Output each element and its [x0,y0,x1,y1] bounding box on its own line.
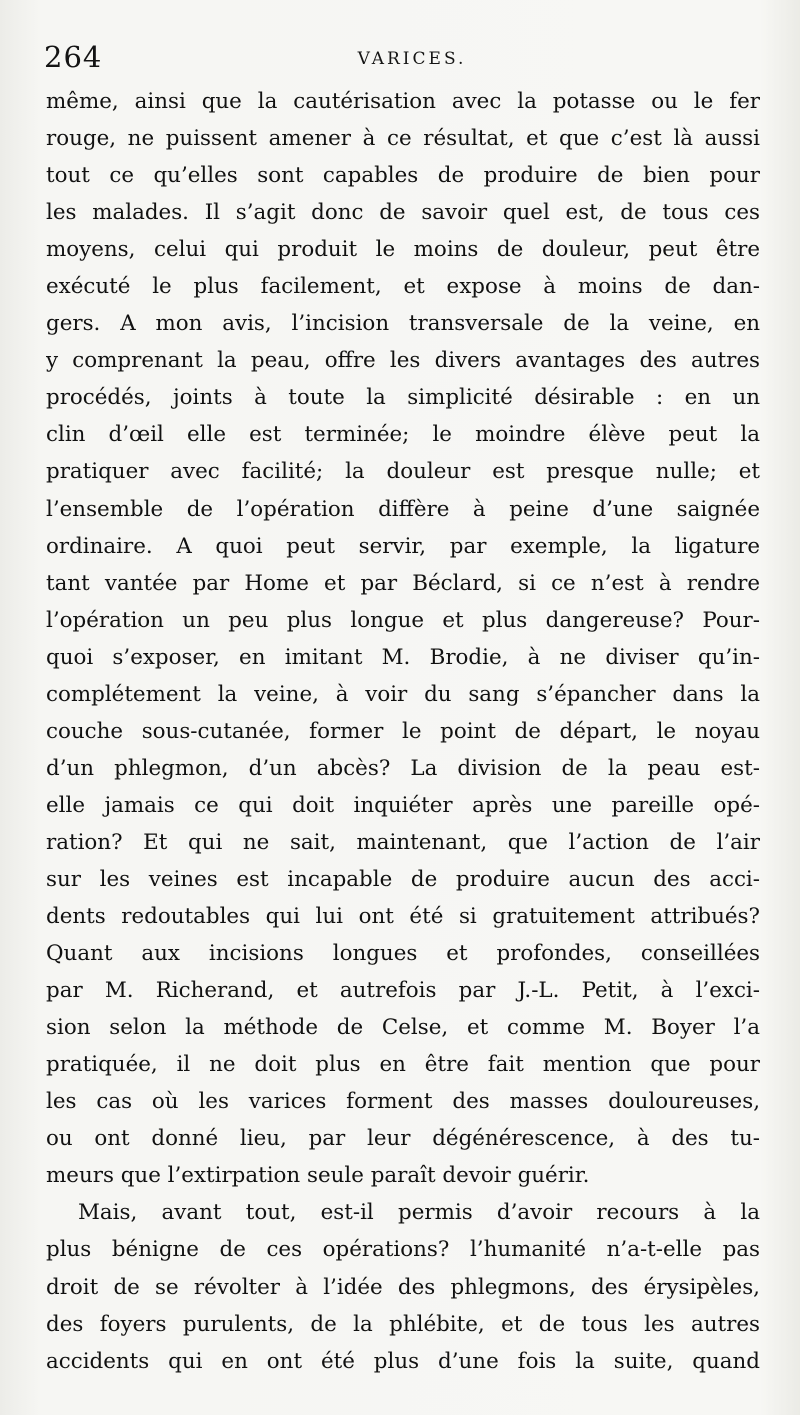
text-line: pratiquer avec facilité; la douleur est presque nulle; et [46,459,760,485]
text-line: sion selon la méthode de Celse, et comme M. Boyer l’a [46,1015,760,1041]
text-line: ration? Et qui ne sait, maintenant, que l’action de l’air [46,829,760,855]
text-line: meurs que l’extirpation seule paraît devoir guérir. [46,1163,590,1189]
page-number: 264 [44,40,103,74]
text-line: gers. A mon avis, l’incision transversale de la veine, en [46,311,760,337]
text-line: Quant aux incisions longues et profondes, conseillées [46,941,760,967]
running-head: VARICES. [357,49,467,69]
text-line: l’ensemble de l’opération diffère à peine d’une saignée [46,496,760,522]
text-line: moyens, celui qui produit le moins de douleur, peut être [46,237,760,263]
text-line: quoi s’exposer, en imitant M. Brodie, à ne diviser qu’in- [46,644,760,670]
text-line: les malades. Il s’agit donc de savoir quel est, de tous ces [46,200,760,226]
text-line: procédés, joints à toute la simplicité désirable : en un [46,385,760,411]
text-line: des foyers purulents, de la phlébite, et de tous les autres [46,1311,760,1337]
text-line: d’un phlegmon, d’un abcès? La division de la peau est- [46,755,760,781]
text-line: exécuté le plus facilement, et expose à moins de dan- [46,274,760,300]
text-line: clin d’œil elle est terminée; le moindre élève peut la [46,422,760,448]
text-line: pratiquée, il ne doit plus en être fait mention que pour [46,1052,760,1078]
text-line: droit de se révolter à l’idée des phlegmons, des érysipèles, [46,1274,760,1300]
text-line: dents redoutables qui lui ont été si gratuitement attribués? [46,904,760,930]
text-line: l’opération un peu plus longue et plus dangereuse? Pour- [46,607,760,633]
text-line: tant vantée par Home et par Béclard, si ce n’est à rendre [46,570,760,596]
text-line: par M. Richerand, et autrefois par J.-L. Petit, à l’exci- [46,978,760,1004]
text-line: Mais, avant tout, est-il permis d’avoir recours à la [78,1200,760,1226]
text-line: y comprenant la peau, offre les divers avantages des autres [46,348,760,374]
text-line: les cas où les varices forment des masses douloureuses, [46,1089,760,1115]
text-line: rouge, ne puissent amener à ce résultat, et que c’est là aussi [46,126,760,152]
text-line: ordinaire. A quoi peut servir, par exemple, la ligature [46,533,760,559]
body-text [46,83,760,1380]
text-line: même, ainsi que la cautérisation avec la potasse ou le fer [46,89,760,114]
page-header [44,40,760,80]
text-line: accidents qui en ont été plus d’une fois la suite, quand [46,1348,760,1374]
text-line: ou ont donné lieu, par leur dégénérescence, à des tu- [46,1126,760,1152]
text-line: tout ce qu’elles sont capables de produire de bien pour [46,163,760,189]
text-line: complétement la veine, à voir du sang s’épancher dans la [46,681,760,707]
text-line: sur les veines est incapable de produire aucun des acci- [46,866,760,892]
text-line: plus bénigne de ces opérations? l’humanité n’a-t-elle pas [46,1237,760,1263]
text-line: couche sous-cutanée, former le point de départ, le noyau [46,718,760,744]
text-line: elle jamais ce qui doit inquiéter après une pareille opé- [46,792,760,818]
